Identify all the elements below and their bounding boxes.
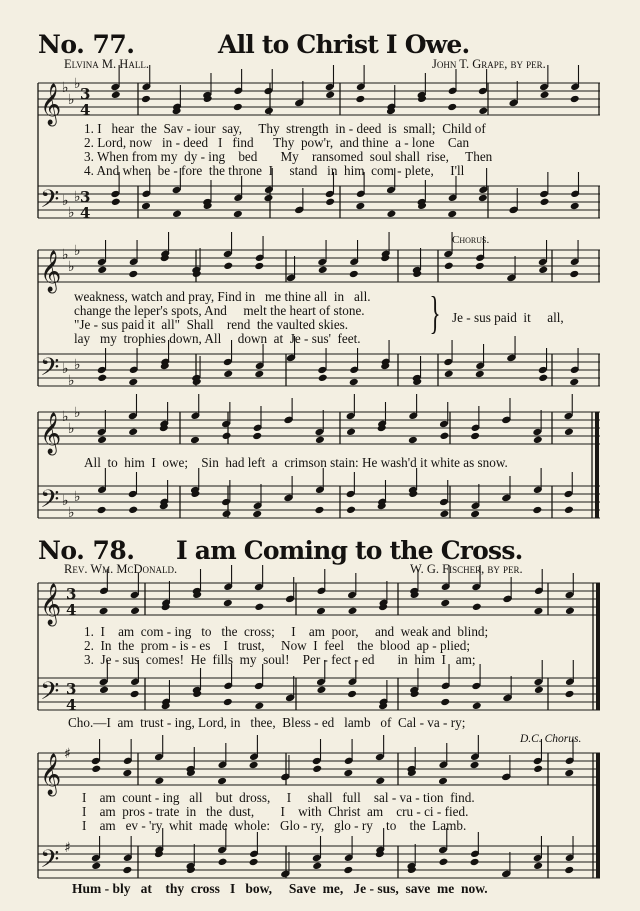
notehead: [564, 428, 574, 437]
svg-text:♭: ♭: [74, 405, 81, 421]
notehead: [233, 210, 243, 219]
hymn-77-verse-cont-1: weakness, watch and pray, Find in me thine all in all.: [74, 289, 371, 304]
notehead: [444, 370, 454, 379]
notehead: [439, 510, 449, 519]
notehead: [223, 698, 233, 707]
notehead: [318, 374, 328, 383]
notehead: [128, 270, 138, 279]
notehead: [534, 686, 544, 695]
notehead: [316, 686, 326, 695]
notehead: [312, 862, 322, 871]
notehead: [223, 370, 233, 379]
hymn-78-number: No. 78.: [38, 536, 135, 565]
notehead: [128, 506, 138, 515]
notehead: [355, 202, 365, 211]
hymn-77-verse-line-1: 1. I hear the Sav - iour say, Thy strength in - deed is small; Child of: [84, 121, 486, 136]
notehead: [141, 95, 151, 104]
hymn-77-composer: John T. Grape, by per.: [432, 57, 546, 71]
notehead: [130, 690, 140, 699]
svg-text:𝄞: 𝄞: [40, 584, 62, 625]
notehead: [470, 858, 480, 867]
svg-text:♭: ♭: [74, 489, 81, 505]
notehead: [447, 103, 457, 112]
hymn-77-chorus-start: Je - sus paid it all,: [452, 310, 564, 325]
svg-text:𝄞: 𝄞: [40, 413, 62, 454]
treble-clef-icon: 𝄞: [40, 84, 62, 125]
notehead: [533, 607, 543, 616]
notehead: [564, 506, 574, 515]
hymn-77-verse-line-4: 4. And when be - fore the throne I stand in him com - plete, I'll: [84, 163, 465, 178]
svg-text:4: 4: [66, 696, 77, 714]
notehead: [540, 91, 550, 100]
notehead: [440, 698, 450, 707]
notehead: [111, 91, 121, 100]
verse-brace: }: [429, 287, 441, 338]
notehead: [141, 202, 151, 211]
notehead: [346, 506, 356, 515]
svg-text:♭: ♭: [68, 505, 75, 521]
svg-text:♭: ♭: [74, 357, 81, 373]
svg-text:4: 4: [80, 204, 91, 222]
notehead: [472, 603, 482, 612]
notehead: [222, 510, 232, 519]
svg-text:♭: ♭: [62, 247, 69, 263]
notehead: [91, 862, 101, 871]
notehead: [564, 866, 574, 875]
notehead: [218, 858, 228, 867]
notehead: [533, 765, 543, 774]
notehead: [348, 607, 358, 616]
notehead: [532, 506, 542, 515]
notehead: [249, 761, 259, 770]
notehead: [439, 432, 449, 441]
hymn-78-author: Rev. Wm. McDonald.: [64, 562, 178, 576]
notehead: [223, 599, 233, 608]
notehead: [347, 690, 357, 699]
hymn-77-chorus-label: Chorus.: [452, 234, 490, 246]
notehead: [254, 603, 264, 612]
hymn-78-final-line: Hum - bly at thy cross I bow, Save me, Je - sus, save me now.: [72, 881, 488, 896]
notehead: [444, 262, 454, 271]
notehead: [386, 210, 396, 219]
svg-text:♭: ♭: [74, 189, 81, 205]
svg-text:3: 3: [66, 680, 77, 698]
notehead: [346, 428, 356, 437]
hymn-78-verse-cont-3: I am ev - 'ry whit made whole: Glo - ry, glo - ry to the Lamb.: [82, 818, 467, 833]
notehead: [565, 607, 575, 616]
svg-text:♭: ♭: [68, 259, 75, 275]
svg-text:4: 4: [66, 601, 77, 619]
notehead: [564, 769, 574, 778]
notehead: [478, 107, 488, 116]
notehead: [254, 262, 264, 271]
notehead: [343, 769, 353, 778]
notehead: [438, 777, 448, 786]
notehead: [222, 432, 232, 441]
notehead: [122, 769, 132, 778]
notehead: [533, 436, 543, 445]
notehead: [97, 266, 107, 275]
notehead: [533, 862, 543, 871]
svg-text:𝄞: 𝄞: [40, 754, 62, 795]
notehead: [128, 428, 138, 437]
notehead: [570, 202, 580, 211]
svg-text:♯: ♯: [64, 840, 71, 856]
notehead: [470, 432, 480, 441]
notehead: [569, 270, 579, 279]
hymn-77-number: No. 77.: [38, 30, 135, 59]
notehead: [252, 510, 262, 519]
hymn-78-chorus-line: Cho.—I am trust - ing, Lord, in thee, Bless - ed lamb of Cal - va - ry;: [68, 715, 466, 730]
notehead: [264, 107, 274, 116]
hymn-77-verse-line-2: 2. Lord, now in - deed I find Thy pow'r, and thine a - lone Can: [84, 135, 470, 150]
notehead: [570, 95, 580, 104]
svg-text:♭: ♭: [62, 493, 69, 509]
hymn-77-verse-cont-2: change the leper's spots, And melt the heart of stone.: [74, 303, 365, 318]
notehead: [91, 765, 101, 774]
notehead: [217, 777, 227, 786]
noteheads: [91, 65, 580, 878]
svg-text:3: 3: [80, 85, 91, 103]
hymn-78-verse-cont-2: I am pros - trate in the dust, I with Christ am cru - ci - fied.: [82, 804, 469, 819]
svg-text:𝄢: 𝄢: [40, 677, 60, 712]
notehead: [223, 262, 233, 271]
hymn-78-verse-line-1: 1. I am com - ing to the cross; I am poor, and weak and blind;: [84, 624, 489, 639]
notehead: [130, 607, 140, 616]
notehead: [252, 432, 262, 441]
hymn-77-verse-cont-3: "Je - sus paid it all" Shall rend the vaulted skies.: [74, 317, 349, 332]
notehead: [128, 378, 138, 387]
svg-text:𝄢: 𝄢: [40, 845, 60, 880]
svg-text:♭: ♭: [68, 205, 75, 221]
notehead: [343, 866, 353, 875]
bass-clef-icon: 𝄢: [40, 185, 60, 220]
notehead: [254, 702, 264, 711]
svg-text:♭: ♭: [74, 76, 81, 92]
notehead: [316, 607, 326, 616]
notehead: [325, 198, 335, 207]
notehead: [233, 103, 243, 112]
notehead: [325, 91, 335, 100]
svg-text:𝄢: 𝄢: [40, 485, 60, 520]
notehead: [315, 436, 325, 445]
svg-text:♭: ♭: [68, 421, 75, 437]
hymn-77-title: All to Christ I Owe.: [218, 30, 470, 59]
hymn-78-title: I am Coming to the Cross.: [176, 536, 523, 565]
notehead: [111, 198, 121, 207]
notehead: [470, 510, 480, 519]
notehead: [122, 866, 132, 875]
staff-77-1-bass: [38, 186, 600, 218]
staff-78-2-bass: [38, 846, 600, 878]
clefs: [40, 76, 90, 880]
notehead: [440, 599, 450, 608]
hymn-78-verse-cont-1: I am count - ing all but dross, I shall full sal - va - tion find.: [82, 790, 475, 805]
notehead: [249, 858, 259, 867]
hymn-77-verse-cont-4: lay my trophies down, All down at Je - sus' feet.: [74, 331, 361, 346]
hymn-77-author: Elvina M. Hall.: [64, 57, 149, 71]
notehead: [569, 378, 579, 387]
notehead: [538, 266, 548, 275]
hymn-77-chorus-line: All to him I owe; Sin had left a crimson stain: He wash'd it white as snow.: [84, 455, 508, 470]
notehead: [349, 378, 359, 387]
notehead: [172, 210, 182, 219]
svg-text:♭: ♭: [62, 409, 69, 425]
notehead: [470, 761, 480, 770]
hymn-78-verse-line-3: 3. Je - sus comes! He fills my soul! Per - fect - ed in him I am;: [84, 652, 476, 667]
notehead: [97, 374, 107, 383]
svg-text:3: 3: [66, 585, 77, 603]
notehead: [564, 690, 574, 699]
staff-77-1-treble: [38, 83, 600, 115]
notehead: [99, 686, 109, 695]
svg-text:♭: ♭: [62, 80, 69, 96]
svg-text:3: 3: [80, 188, 91, 206]
notehead: [447, 210, 457, 219]
notehead: [314, 506, 324, 515]
svg-text:𝄞: 𝄞: [40, 251, 62, 292]
hymn-78-dc-label: D.C. Chorus.: [520, 733, 582, 745]
svg-text:♭: ♭: [68, 373, 75, 389]
notehead: [263, 194, 273, 203]
notehead: [540, 198, 550, 207]
notehead: [97, 506, 107, 515]
notehead: [355, 95, 365, 104]
svg-text:𝄢: 𝄢: [40, 353, 60, 388]
notehead: [99, 607, 109, 616]
notehead: [478, 194, 488, 203]
notehead: [97, 436, 107, 445]
svg-text:♭: ♭: [74, 243, 81, 259]
notehead: [375, 777, 385, 786]
notehead: [475, 370, 485, 379]
hymn-78-composer: W. G. Fischer, by per.: [410, 562, 523, 576]
svg-text:♭: ♭: [68, 92, 75, 108]
notehead: [318, 266, 328, 275]
notehead: [349, 270, 359, 279]
notehead: [254, 370, 264, 379]
svg-text:♯: ♯: [64, 746, 71, 762]
notehead: [538, 374, 548, 383]
notehead: [472, 702, 482, 711]
notehead: [438, 858, 448, 867]
svg-text:♭: ♭: [62, 361, 69, 377]
notehead: [408, 436, 418, 445]
hymn-78-verse-line-2: 2. In the prom - is - es I trust, Now I feel the blood ap - plied;: [84, 638, 471, 653]
svg-text:♭: ♭: [62, 193, 69, 209]
svg-text:4: 4: [80, 101, 91, 119]
notehead: [190, 436, 200, 445]
notehead: [312, 765, 322, 774]
notehead: [154, 777, 164, 786]
notehead: [475, 262, 485, 271]
hymn-77-verse-line-3: 3. When from my dy - ing bed My ransomed soul shall rise, Then: [84, 149, 493, 164]
